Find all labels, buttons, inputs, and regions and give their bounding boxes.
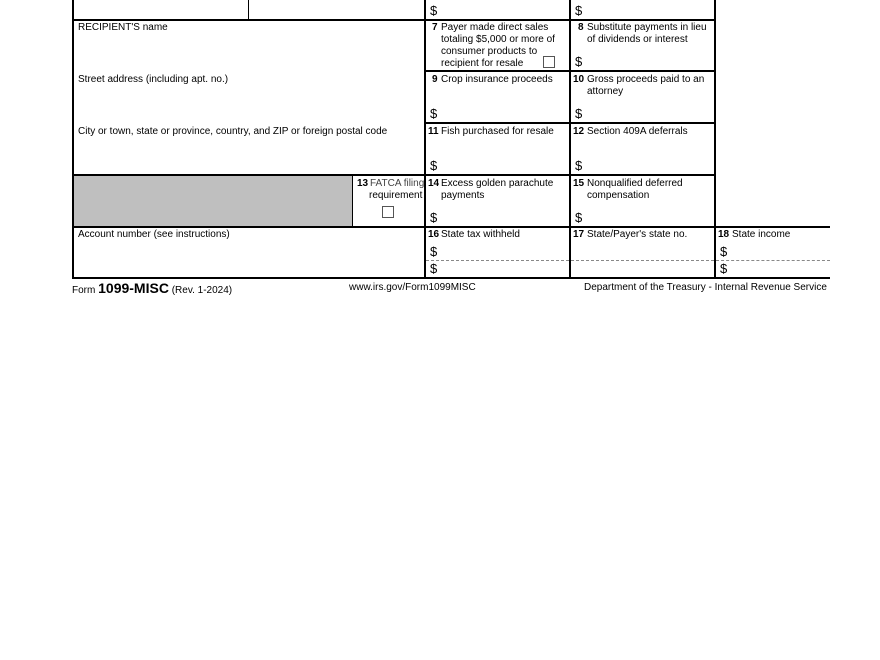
box-14-dollar: $ [430,210,438,225]
box-14-number: 14 [428,178,440,189]
state-row-divider-17 [571,260,714,261]
form-identifier [72,281,232,298]
box-8-number: 8 [578,22,584,33]
box-7-label-line-4: recipient for resale [441,58,524,69]
shaded-area [74,176,352,226]
rule-row-14-bottom [72,226,830,228]
box-11-dollar: $ [430,158,438,173]
recipient-name-label: RECIPIENT'S name [78,22,168,33]
irs-url: www.irs.gov/Form1099MISC [349,282,476,293]
box-15-label-line-1: Nonqualified deferred [587,178,683,189]
box-18-dollar-2: $ [720,261,728,276]
state-row-divider-18 [716,260,830,261]
box-16-dollar-1: $ [430,244,438,259]
box-10-label-line-1: Gross proceeds paid to an [587,74,705,85]
box-9-label: Crop insurance proceeds [441,74,553,85]
box-16-label: State tax withheld [441,229,520,240]
box-18-label: State income [732,229,791,240]
box-17-label: State/Payer's state no. [587,229,688,240]
box-7-number: 7 [432,22,438,33]
box-8-label-line-1: Substitute payments in lieu [587,22,707,33]
box-10-dollar: $ [575,106,583,121]
box-17-number: 17 [573,229,585,240]
box-7-checkbox[interactable] [543,56,555,68]
box-7-label-line-2: totaling $5,000 or more of [441,34,555,45]
box-13-label-line-2: requirement [369,190,423,201]
account-number-label: Account number (see instructions) [78,229,230,240]
top-col-b-dollar: $ [575,3,583,18]
box-18-number: 18 [718,229,730,240]
street-address-label: Street address (including apt. no.) [78,74,229,85]
city-label: City or town, state or province, country, and ZIP or foreign postal code [78,126,388,137]
box-14-label-line-2: payments [441,190,485,201]
box-15-number: 15 [573,178,585,189]
rule-form-bottom [72,277,830,279]
rule-column-b [569,0,571,279]
box-8-label-line-2: of dividends or interest [587,34,688,45]
box-11-number: 11 [428,126,439,137]
box-9-dollar: $ [430,106,438,121]
box-11-label: Fish purchased for resale [441,126,554,137]
box-18-dollar-1: $ [720,244,728,259]
box-7-label-line-3: consumer products to [441,46,538,57]
form-revision: (Rev. 1-2024) [171,285,233,296]
box-13-label-line-1: FATCA filing [370,178,425,189]
box-7-label-line-1: Payer made direct sales [441,22,549,33]
box-12-label: Section 409A deferrals [587,126,688,137]
box-12-dollar: $ [575,158,583,173]
box-16-dollar-2: $ [430,261,438,276]
box-16-number: 16 [428,229,440,240]
box-10-number: 10 [573,74,585,85]
box-15-dollar: $ [575,210,583,225]
department-label: Department of the Treasury - Internal Revenue Service [584,282,827,293]
box-15-label-line-2: compensation [587,190,650,201]
form-1099-misc [0,0,880,300]
rule-column-a [424,0,426,279]
box-8-dollar: $ [575,54,583,69]
box-10-label-line-2: attorney [587,86,624,97]
rule-top-divider-1 [248,0,249,20]
box-13-checkbox[interactable] [382,206,394,218]
box-13-number: 13 [357,178,369,189]
top-col-a-dollar: $ [430,3,438,18]
state-row-divider-16 [426,260,569,261]
rule-top-row-bottom [72,19,715,21]
form-number: 1099-MISC [98,280,169,296]
rule-column-c [714,0,716,279]
rule-left-edge [72,0,74,279]
box-9-number: 9 [432,74,438,85]
form-word: Form [72,285,96,296]
box-14-label-line-1: Excess golden parachute [441,178,554,189]
box-12-number: 12 [573,126,585,137]
rule-fatca-divider [352,175,353,227]
